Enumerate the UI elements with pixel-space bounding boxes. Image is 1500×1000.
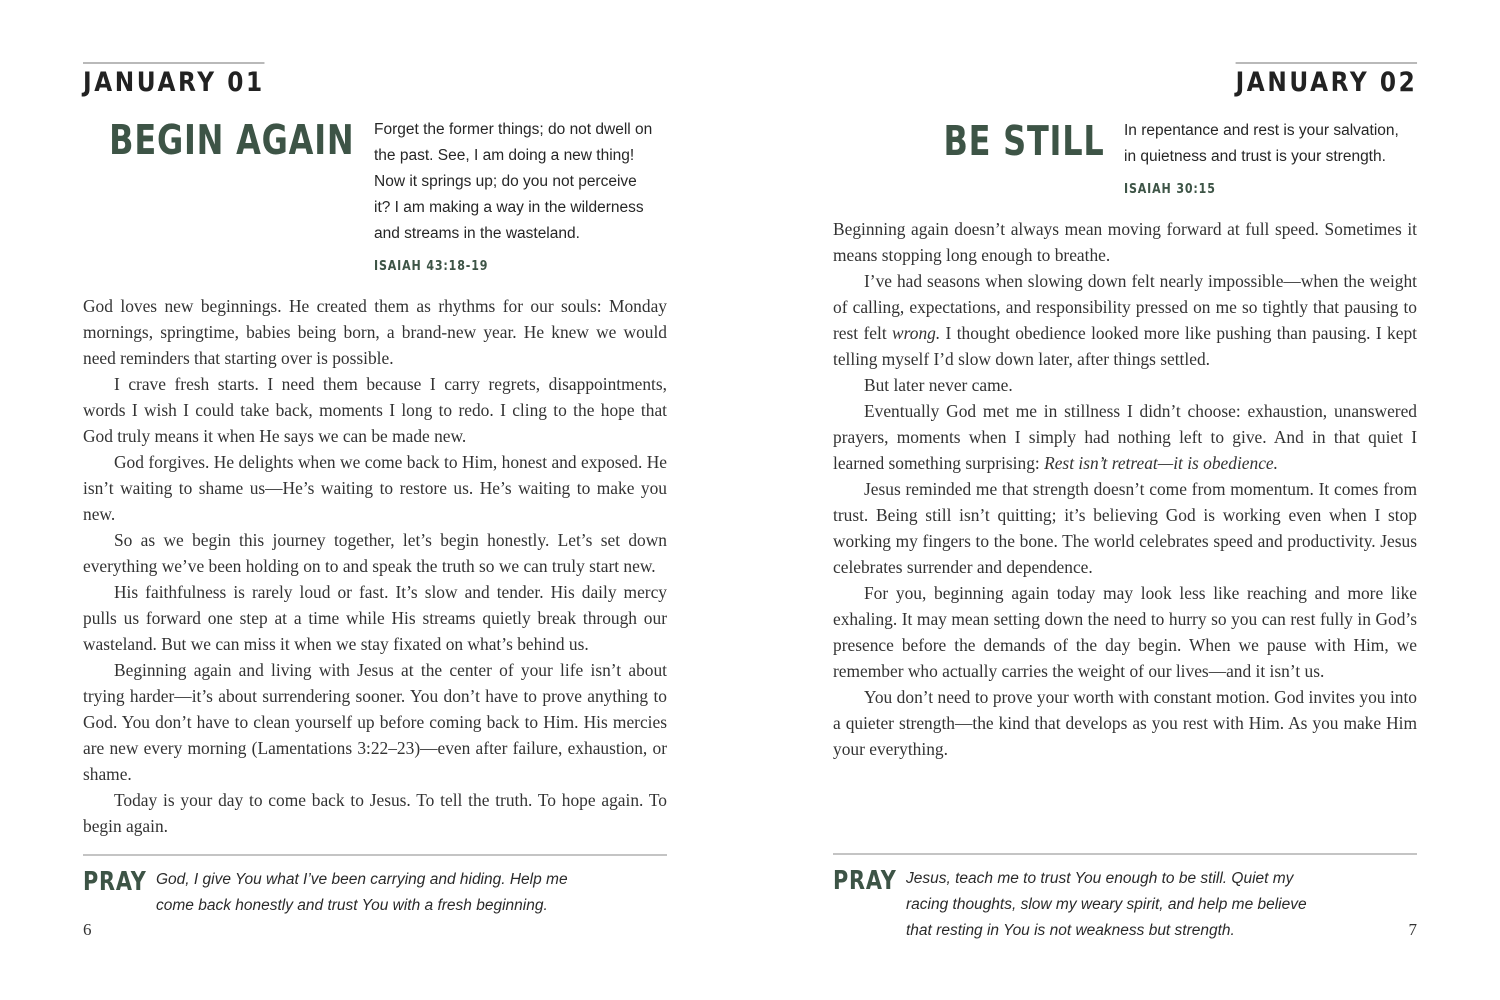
verse-line: the past. See, I am doing a new thing! <box>374 147 635 164</box>
prayer-line: racing thoughts, slow my weary spirit, and help me believe <box>906 896 1307 913</box>
body-paragraph: His faithfulness is rarely loud or fast. It’s slow and tender. His daily mercy pulls us forward one step at a time while His streams quietly break through our wasteland. But we can miss it when we stay fixated on what’s behind us. <box>83 582 667 654</box>
prayer-line: God, I give You what I’ve been carrying and hiding. Help me <box>156 871 568 888</box>
emphasis-text: Rest isn’t retreat—it is obedience. <box>1044 453 1279 473</box>
paragraph-text: Eventually God met me in stillness I didn’t choose: exhaustion, unanswered prayers, moments when I simply had nothing left to give. And in that quiet I learned something surprising: <box>833 401 1417 473</box>
devotion-title: BE STILL <box>943 117 1105 165</box>
scripture-reference: ISAIAH 43:18-19 <box>374 259 489 274</box>
body-paragraph: God forgives. He delights when we come back to Him, honest and exposed. He isn’t waiting to shame us—He’s waiting to restore us. He’s waiting to make you new. <box>83 452 667 524</box>
body-paragraph: So as we begin this journey together, let’s begin honestly. Let’s set down everything we’ve been holding on to and speak the truth so we can truly start new. <box>83 530 667 576</box>
body-paragraph: Jesus reminded me that strength doesn’t come from momentum. It comes from trust. Being still isn’t quitting; it’s believing God is working even when I stop working my fingers to the bone. The world celebrates speed and productivity. Jesus celebrates surrender and dependence. <box>833 479 1417 577</box>
date-heading: JANUARY 02 <box>1235 62 1417 99</box>
prayer-line: that resting in You is not weakness but strength. <box>906 922 1235 939</box>
prayer-line: Jesus, teach me to trust You enough to be still. Quiet my <box>906 870 1294 887</box>
pray-label: PRAY <box>833 866 897 896</box>
body-paragraph <box>833 268 1417 372</box>
right-page <box>833 0 1417 1000</box>
page-number: 6 <box>83 920 92 939</box>
verse-line: and streams in the wasteland. <box>374 225 580 242</box>
emphasis-text: wrong. <box>892 323 941 343</box>
devotion-body <box>83 293 667 839</box>
prayer-line: come back honestly and trust You with a fresh beginning. <box>156 897 548 914</box>
devotion-title: BEGIN AGAIN <box>108 116 354 164</box>
scripture-verse <box>374 117 664 247</box>
verse-line: Now it springs up; do you not perceive <box>374 173 637 190</box>
page-number: 7 <box>1408 920 1417 939</box>
prayer-text <box>906 866 1307 944</box>
body-paragraph: But later never came. <box>864 375 1013 395</box>
body-paragraph: Today is your day to come back to Jesus. To tell the truth. To hope again. To begin again. <box>83 790 667 836</box>
scripture-reference: ISAIAH 30:15 <box>1124 182 1216 197</box>
verse-line: in quietness and trust is your strength. <box>1124 148 1386 165</box>
pray-label: PRAY <box>83 867 147 897</box>
devotion-body <box>833 216 1417 762</box>
left-page <box>83 0 667 1000</box>
paragraph-text: I’ve had seasons when slowing down felt nearly impossible—when the weight of calling, expectations, and responsibility pressed on me so tightly that pausing to rest felt <box>833 271 1417 343</box>
body-paragraph: Beginning again and living with Jesus at the center of your life isn’t about trying harder—it’s about surrendering sooner. You don’t have to prove anything to God. You don’t have to clean yourself up before coming back to Him. His mercies are new every morning (Lamentations 3:22–23)—even after failure, exhaustion, or shame. <box>83 660 667 784</box>
date-heading: JANUARY 01 <box>83 62 265 99</box>
body-paragraph: You don’t need to prove your worth with constant motion. God invites you into a quieter strength—the kind that develops as you rest with Him. As you make Him your everything. <box>833 687 1417 759</box>
verse-line: it? I am making a way in the wilderness <box>374 199 644 216</box>
divider <box>83 854 667 856</box>
divider <box>833 853 1417 855</box>
scripture-verse <box>1124 118 1417 170</box>
body-paragraph: I crave fresh starts. I need them because I carry regrets, disappointments, words I wish I could take back, moments I long to redo. I cling to the hope that God truly means it when He says we can be made new. <box>83 374 667 446</box>
prayer-text <box>156 867 568 919</box>
body-paragraph: Beginning again doesn’t always mean moving forward at full speed. Sometimes it means stopping long enough to breathe. <box>833 219 1417 265</box>
body-paragraph: God loves new beginnings. He created them as rhythms for our souls: Monday mornings, springtime, babies being born, a brand-new year. He knew we would need reminders that starting over is possible. <box>83 296 667 368</box>
verse-line: In repentance and rest is your salvation, <box>1124 122 1399 139</box>
body-paragraph: For you, beginning again today may look less like reaching and more like exhaling. It may mean setting down the need to hurry so you can rest fully in God’s presence before the demands of the day begin. When we pause with Him, we remember who actually carries the weight of our lives—and it isn’t us. <box>833 583 1417 681</box>
verse-line: Forget the former things; do not dwell on <box>374 121 653 138</box>
body-paragraph <box>833 398 1417 476</box>
paragraph-text: I thought obedience looked more like pushing than pausing. I kept telling myself I’d slow down later, after things settled. <box>833 323 1417 369</box>
